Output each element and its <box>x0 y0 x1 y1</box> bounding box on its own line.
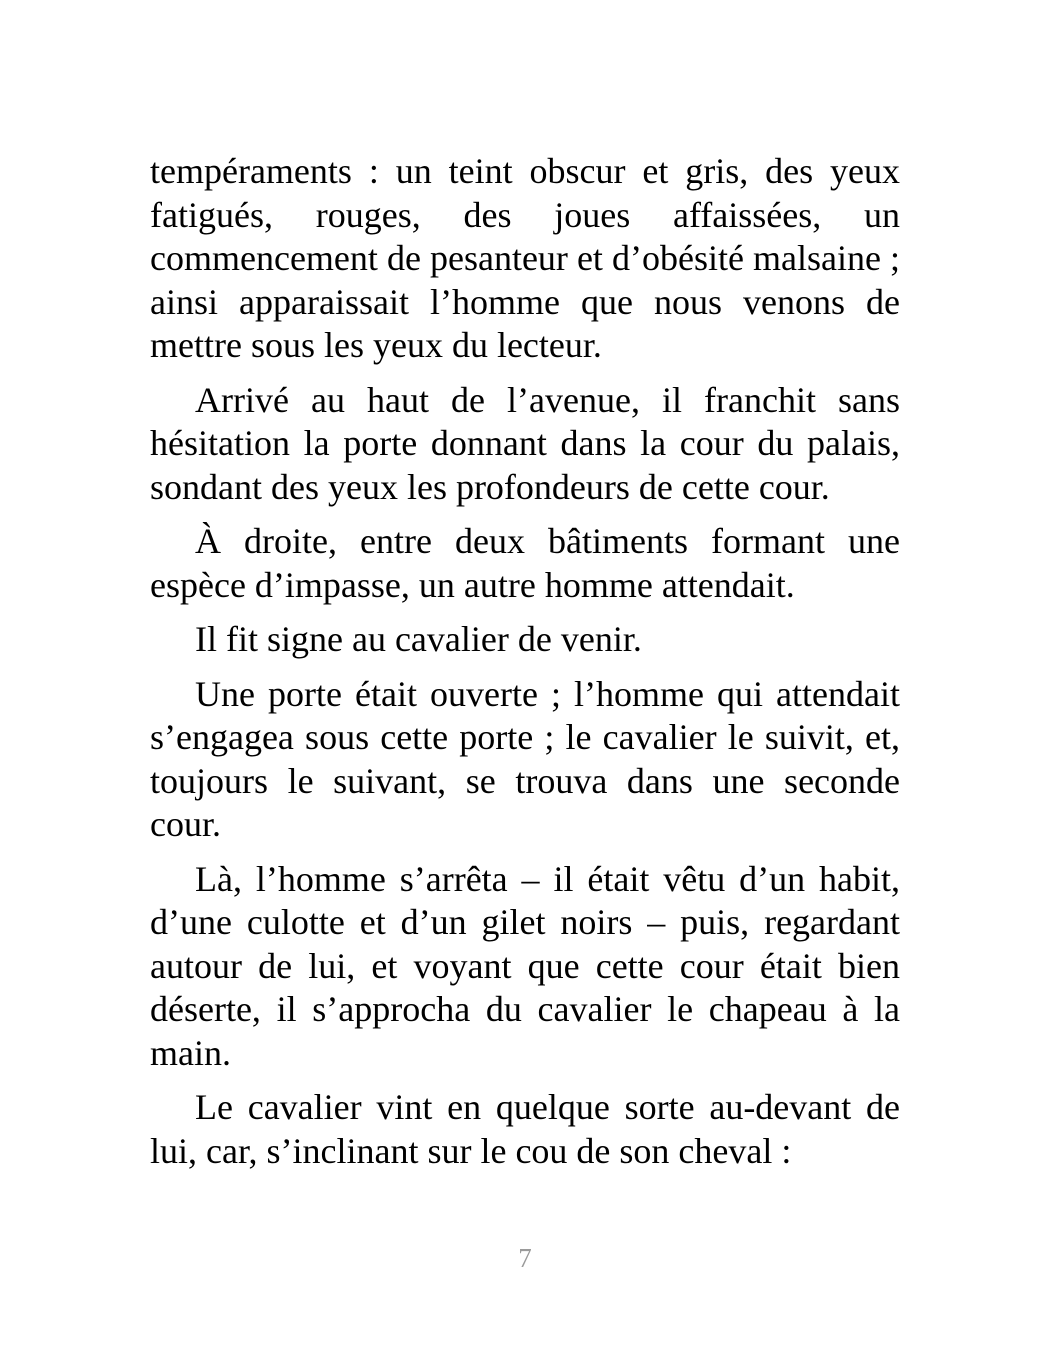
page-number: 7 <box>518 1243 532 1273</box>
paragraph-5: Une porte était ouverte ; l’homme qui attendait s’engagea sous cette porte ; le cavalier le suivit, et, toujours le suivant, se trouva dans une seconde cour. <box>150 673 900 844</box>
paragraph-4: Il fit signe au cavalier de venir. <box>195 619 642 659</box>
paragraph-3: À droite, entre deux bâtiments formant une espèce d’impasse, un autre homme attendait. <box>150 521 900 605</box>
paragraph-6: Là, l’homme s’arrêta – il était vêtu d’un habit, d’une culotte et d’un gilet noirs – puis, regardant autour de lui, et voyant que cette cour était bien déserte, il s’approcha du cavalier le chapeau à la main. <box>150 858 900 1073</box>
page-body <box>150 150 900 1184</box>
paragraph-1: tempéraments : un teint obscur et gris, des yeux fatigués, rouges, des joues affaissées, un commencement de pesanteur et d’obésité malsaine ; ainsi apparaissait l’homme que nous venons de mettre sous les yeux du lecteur. <box>150 151 900 365</box>
paragraph-7: Le cavalier vint en quelque sorte au-devant de lui, car, s’inclinant sur le cou de son cheval : <box>150 1087 900 1171</box>
paragraph-2: Arrivé au haut de l’avenue, il franchit sans hésitation la porte donnant dans la cour du palais, sondant des yeux les profondeurs de cette cour. <box>150 379 900 507</box>
